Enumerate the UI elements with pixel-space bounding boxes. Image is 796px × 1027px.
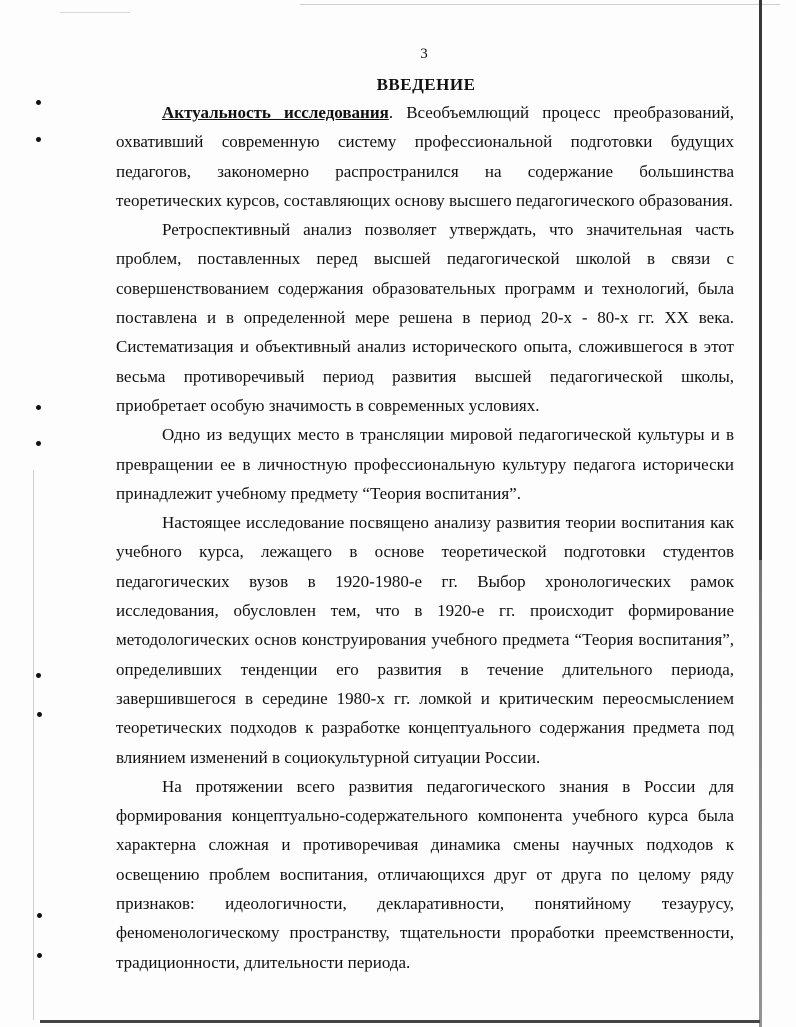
paragraph-lead: Актуальность исследования (162, 103, 389, 122)
paragraph-dynamics: На протяжении всего развития педагогического знания в России для формирования концептуально-содержательного компонента учебного курса была характерна сложная и противоречивая динамика смены научных подходов к освещению проблем воспитания, отличающихся друг от друга по целому ряду признаков: идеологичности, декларативности, понятийному тезаурусу, феноменологическому пространству, тщательности проработки преемственности, традиционности, длительности периода. (116, 776, 734, 972)
scan-artifact-bottom-line (40, 1020, 760, 1023)
paragraph-research-subject: Настоящее исследование посвящено анализу развития теории воспитания как учебного курса, лежащего в основе теоретической подготовки студентов педагогических вузов в 1920-1980-е гг. Выбор хронологических рамок исследования, обусловлен тем, что в 1920-е гг. происходит формирование методологических основ конструирования учебного предмета “Теория воспитания”, определивших тенденции его развития в течение длительного периода, завершившегося в середине 1980-х гг. ломкой и критическим переосмыслением теоретических подходов к разработке концептуального содержания предмета под влиянием изменений в социокультурной ситуации России. (116, 513, 734, 767)
binding-hole-mark (37, 913, 42, 918)
binding-hole-mark (36, 673, 41, 678)
scan-artifact-right-edge (759, 0, 762, 1027)
binding-hole-mark (36, 137, 41, 142)
scan-artifact-left-edge (33, 470, 34, 1020)
binding-hole-mark (37, 712, 42, 717)
binding-hole-mark (37, 953, 42, 958)
binding-hole-mark (36, 441, 41, 446)
paragraph-retrospective: Ретроспективный анализ позволяет утверждать, что значительная часть проблем, поставленных перед высшей педагогической школой в связи с совершенствованием содержания образовательных программ и технологий, была поставлена и в определенной мере решена в период 20-х - 80-х гг. XX века. Систематизация и объективный анализ исторического опыта, сложившегося в этот весьма противоречивый период развития высшей педагогической школы, приобретает особую значимость в современных условиях. (116, 220, 734, 415)
scan-artifact-top-line-left (60, 12, 130, 13)
section-heading: ВВЕДЕНИЕ (376, 75, 476, 94)
paragraph-relevance (116, 98, 734, 215)
page-number: 3 (420, 46, 428, 62)
binding-hole-mark (36, 405, 41, 410)
body-text (116, 98, 734, 977)
binding-hole-mark (36, 100, 41, 105)
scan-artifact-top-line (300, 4, 780, 5)
paragraph-text: . Всеобъемлющий процесс преобразований, охвативший современную систему профессиональной подготовки будущих педагогов, закономерно распространился на содержание большинства теоретических курсов, составляющих основу высшего педагогического образования. (116, 103, 734, 210)
paragraph-leading-place: Одно из ведущих место в трансляции мировой педагогической культуры и в превращении ее в личностную профессиональную культуру педагога исторически принадлежит учебному предмету “Теория воспитания”. (116, 425, 734, 503)
